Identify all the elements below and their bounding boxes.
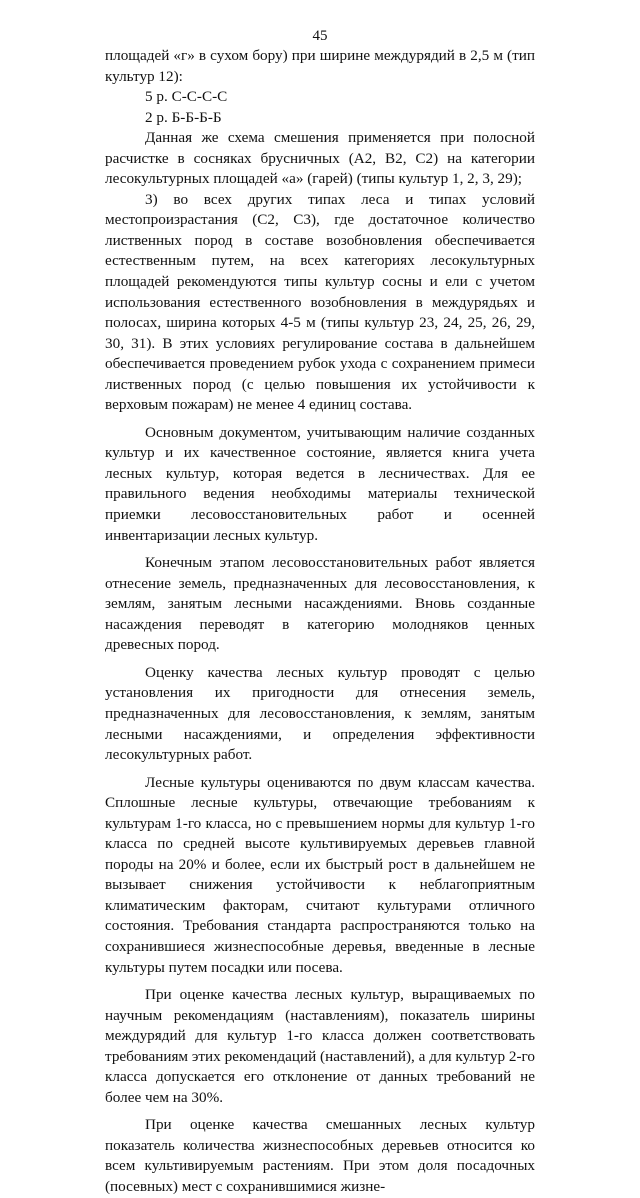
paragraph-2: Данная же схема смешения применяется при полосной расчистке в сосняках брусничных (А2, В2, С2) на категории лесокультурных площадей «а» (гарей) (типы культур 1, 2, 3, 29); [105, 129, 535, 188]
page-number: 45 [312, 28, 328, 44]
paragraph-8: При оценке качества лесных культур, выращиваемых по научным рекомендациям (наставлениям), показатель ширины междурядий для культур 1-го класса должен соответствовать требованиям этих рекомендаций (наставлений), а для культур 2-го класса допускается его отклонение от данных требований не более чем на 30%. [105, 986, 535, 1106]
paragraph-1: площадей «г» в сухом бору) при ширине междурядий в 2,5 м (тип культур 12): [105, 47, 535, 85]
paragraph-6: Оценку качества лесных культур проводят с целью установления их пригодности для отнесения земель, предназначенных для лесовосстановления, к землям, занятым лесными насаждениями, и определения эффективности лесокультурных работ. [105, 663, 535, 764]
mix-formula-birch: 2 р. Б-Б-Б-Б [145, 108, 222, 126]
mix-formula-pine: 5 р. С-С-С-С [145, 88, 228, 106]
paragraph-5: Конечным этапом лесовосстановительных работ является отнесение земель, предназначенных для лесовосстановления, к землям, занятым лесными насаждениями. Вновь созданные насаждения переводят в категорию молодняков ценных древесных пород. [105, 554, 535, 654]
paragraph-7: Лесные культуры оцениваются по двум классам качества. Сплошные лесные культуры, отвечающие требованиям к культурам 1-го класса, но с превышением нормы для культур 1-го класса по средней высоте культивируемых деревьев главной породы на 20% и более, если их быстрый рост в дальнейшем не вызывает снижения устойчивости к неблагоприятным климатическим факторам, считают культурами отличного состояния. Требования стандарта распространяются только на сохранившиеся жизнеспособные деревья, введенные в лесные культуры путем посадки или посева. [105, 773, 535, 976]
paragraph-4: Основным документом, учитывающим наличие созданных культур и их качественное состояние, является книга учета лесных культур, которая ведется в лесничествах. Для ее правильного ведения необходимы материалы технической приемки лесовосстановительных работ и осенней инвентаризации лесных культур. [105, 423, 535, 544]
paragraph-3: 3) во всех других типах леса и типах условий местопроизрастания (С2, С3), где достаточное количество лиственных пород в составе возобновления обеспечивается естественным путем, на всех категориях лесокультурных площадей рекомендуются типы культур сосны и ели с учетом использования естественного возобновления в междурядьях и полосах, ширина которых 4-5 м (типы культур 23, 24, 25, 26, 29, 30, 31). В этих условиях регулирование состава в дальнейшем обеспечивается проведением рубок ухода с сохранением примеси лиственных пород (с целью повышения их устойчивости к верховым пожарам) не менее 4 единиц состава. [105, 190, 535, 414]
paragraph-9: При оценке качества смешанных лесных культур показатель количества жизнеспособных деревьев относится ко всем культивируемым растениям. При этом доля посадочных (посевных) мест с сохранившимися жизне- [105, 1116, 535, 1195]
page-body [105, 46, 535, 1198]
